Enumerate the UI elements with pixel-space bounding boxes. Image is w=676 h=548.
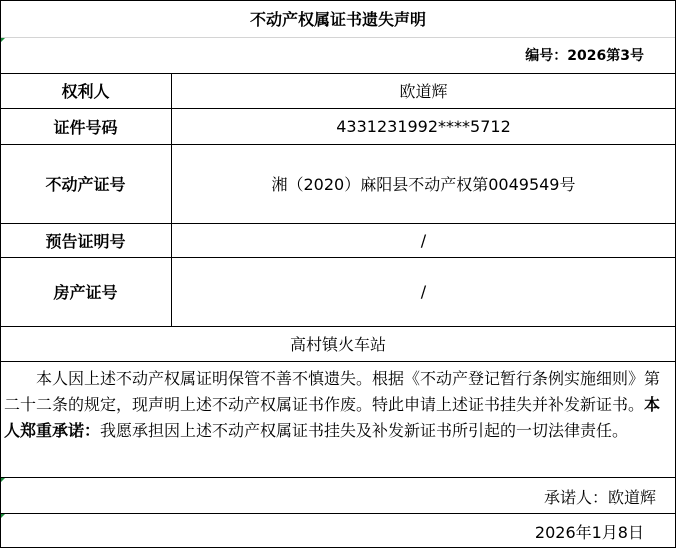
- field-label: 预告证明号: [45, 231, 126, 251]
- divider: [0, 477, 676, 478]
- divider: [0, 257, 676, 258]
- divider: [0, 361, 676, 362]
- border-left: [0, 0, 1, 548]
- field-label: 证件号码: [53, 117, 118, 137]
- divider: [0, 326, 676, 327]
- statement-paragraph: [4, 366, 672, 444]
- cell-marker: [1, 38, 5, 42]
- document-number: 编号：2026第3号: [525, 48, 644, 64]
- column-divider: [171, 73, 172, 326]
- divider: [0, 108, 676, 109]
- date-row: [0, 514, 676, 548]
- field-value: /: [420, 230, 427, 250]
- date-text: 2026年1月8日: [534, 522, 644, 542]
- divider: [0, 513, 676, 514]
- divider: [0, 223, 676, 224]
- statement-part2: 我愿承担因上述不动产权属证书挂失及补发新证书所引起的一切法律责任。: [100, 421, 629, 440]
- statement-emphasis: 本人郑重承诺：: [4, 395, 661, 440]
- field-label: 权利人: [61, 82, 110, 101]
- divider: [0, 73, 676, 74]
- document-title: 不动产权属证书遗失声明: [249, 10, 426, 29]
- field-row-house-cert: [0, 257, 676, 326]
- field-value: 4331231992****5712: [336, 116, 511, 136]
- field-label: 房产证号: [53, 283, 118, 302]
- cell-marker: [1, 478, 5, 482]
- border-top: [0, 0, 676, 1]
- field-label: 不动产证号: [45, 175, 126, 194]
- number-row: [0, 37, 676, 73]
- title-row: [0, 0, 676, 37]
- divider: [0, 144, 676, 145]
- field-row-notice-cert: [0, 223, 676, 257]
- field-value: /: [420, 282, 427, 301]
- cell-marker: [1, 514, 5, 518]
- field-row-property-cert: [0, 144, 676, 223]
- faint-divider: [0, 37, 676, 38]
- signature-row: [0, 478, 676, 514]
- signature-text: 承诺人：欧道辉: [543, 487, 656, 507]
- statement-part1: 本人因上述不动产权属证明保管不善不慎遗失。根据《不动产登记暂行条例实施细则》第二十二条的规定，现声明上述不动产权属证书作废。特此申请上述证书挂失并补发新证书。: [4, 369, 661, 414]
- location-text: 高村镇火车站: [289, 335, 386, 354]
- field-value: 欧道辉: [399, 82, 448, 101]
- location-row: [0, 326, 676, 361]
- field-value: 湘（2020）麻阳县不动产权第0049549号: [271, 175, 576, 194]
- field-row-id-number: [0, 108, 676, 144]
- field-row-owner: [0, 73, 676, 108]
